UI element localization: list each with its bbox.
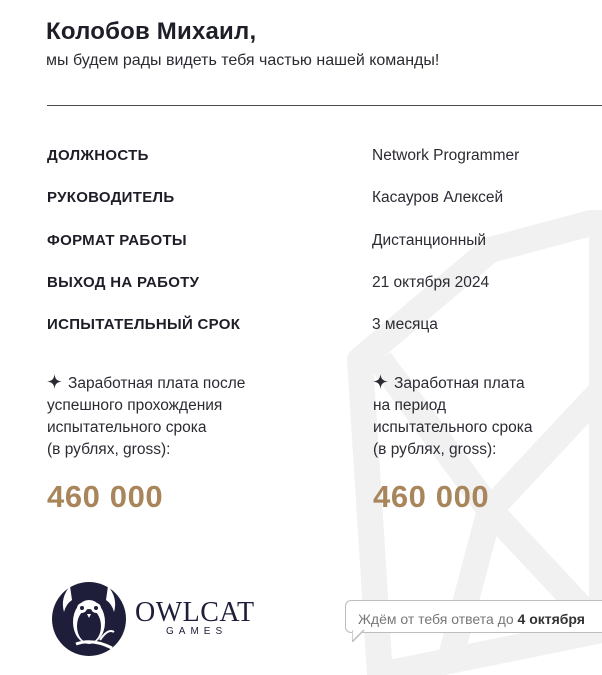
header-divider xyxy=(47,105,602,106)
notice-text: Ждём от тебя ответа до xyxy=(358,611,518,627)
salary-after-line: Заработная плата после xyxy=(68,375,246,392)
field-label-start-date: ВЫХОД НА РАБОТУ xyxy=(47,274,200,291)
salary-after-amount: 460 000 xyxy=(47,479,164,514)
field-value-start-date: 21 октября 2024 xyxy=(372,274,490,291)
salary-during-probation xyxy=(373,373,593,515)
sparkle-icon xyxy=(373,374,388,389)
salary-during-line: испытательного срока xyxy=(373,419,533,436)
logo-wordmark: OWLCAT xyxy=(135,597,255,628)
salary-after-probation xyxy=(47,373,287,515)
salary-during-description xyxy=(373,373,593,461)
salary-after-line: успешного прохождения xyxy=(47,397,223,414)
salary-during-amount: 460 000 xyxy=(373,479,490,514)
sparkle-icon xyxy=(47,374,62,389)
field-label-probation: ИСПЫТАТЕЛЬНЫЙ СРОК xyxy=(47,316,241,333)
salary-after-line: испытательного срока xyxy=(47,419,207,436)
field-label-position: ДОЛЖНОСТЬ xyxy=(47,147,149,164)
salary-during-line: (в рублях, gross): xyxy=(373,441,497,458)
field-value-position: Network Programmer xyxy=(372,147,520,164)
salary-after-line: (в рублях, gross): xyxy=(47,441,171,458)
salary-after-description xyxy=(47,373,287,461)
notice-date: 4 октября xyxy=(517,611,585,627)
field-value-work-format: Дистанционный xyxy=(372,232,487,249)
salary-during-line: на период xyxy=(373,397,447,414)
salary-during-line: Заработная плата xyxy=(394,375,525,392)
field-label-manager: РУКОВОДИТЕЛЬ xyxy=(47,189,175,206)
field-value-manager: Касауров Алексей xyxy=(372,189,504,206)
candidate-name: Колобов Михаил, xyxy=(46,18,257,45)
speech-bubble-tail-icon xyxy=(352,630,366,642)
field-label-work-format: ФОРМАТ РАБОТЫ xyxy=(47,232,187,249)
field-value-probation: 3 месяца xyxy=(372,316,438,333)
logo-subtitle: GAMES xyxy=(166,626,228,637)
response-deadline-notice xyxy=(345,600,602,633)
greeting-subtitle: мы будем рады видеть тебя частью нашей команды! xyxy=(46,52,440,69)
